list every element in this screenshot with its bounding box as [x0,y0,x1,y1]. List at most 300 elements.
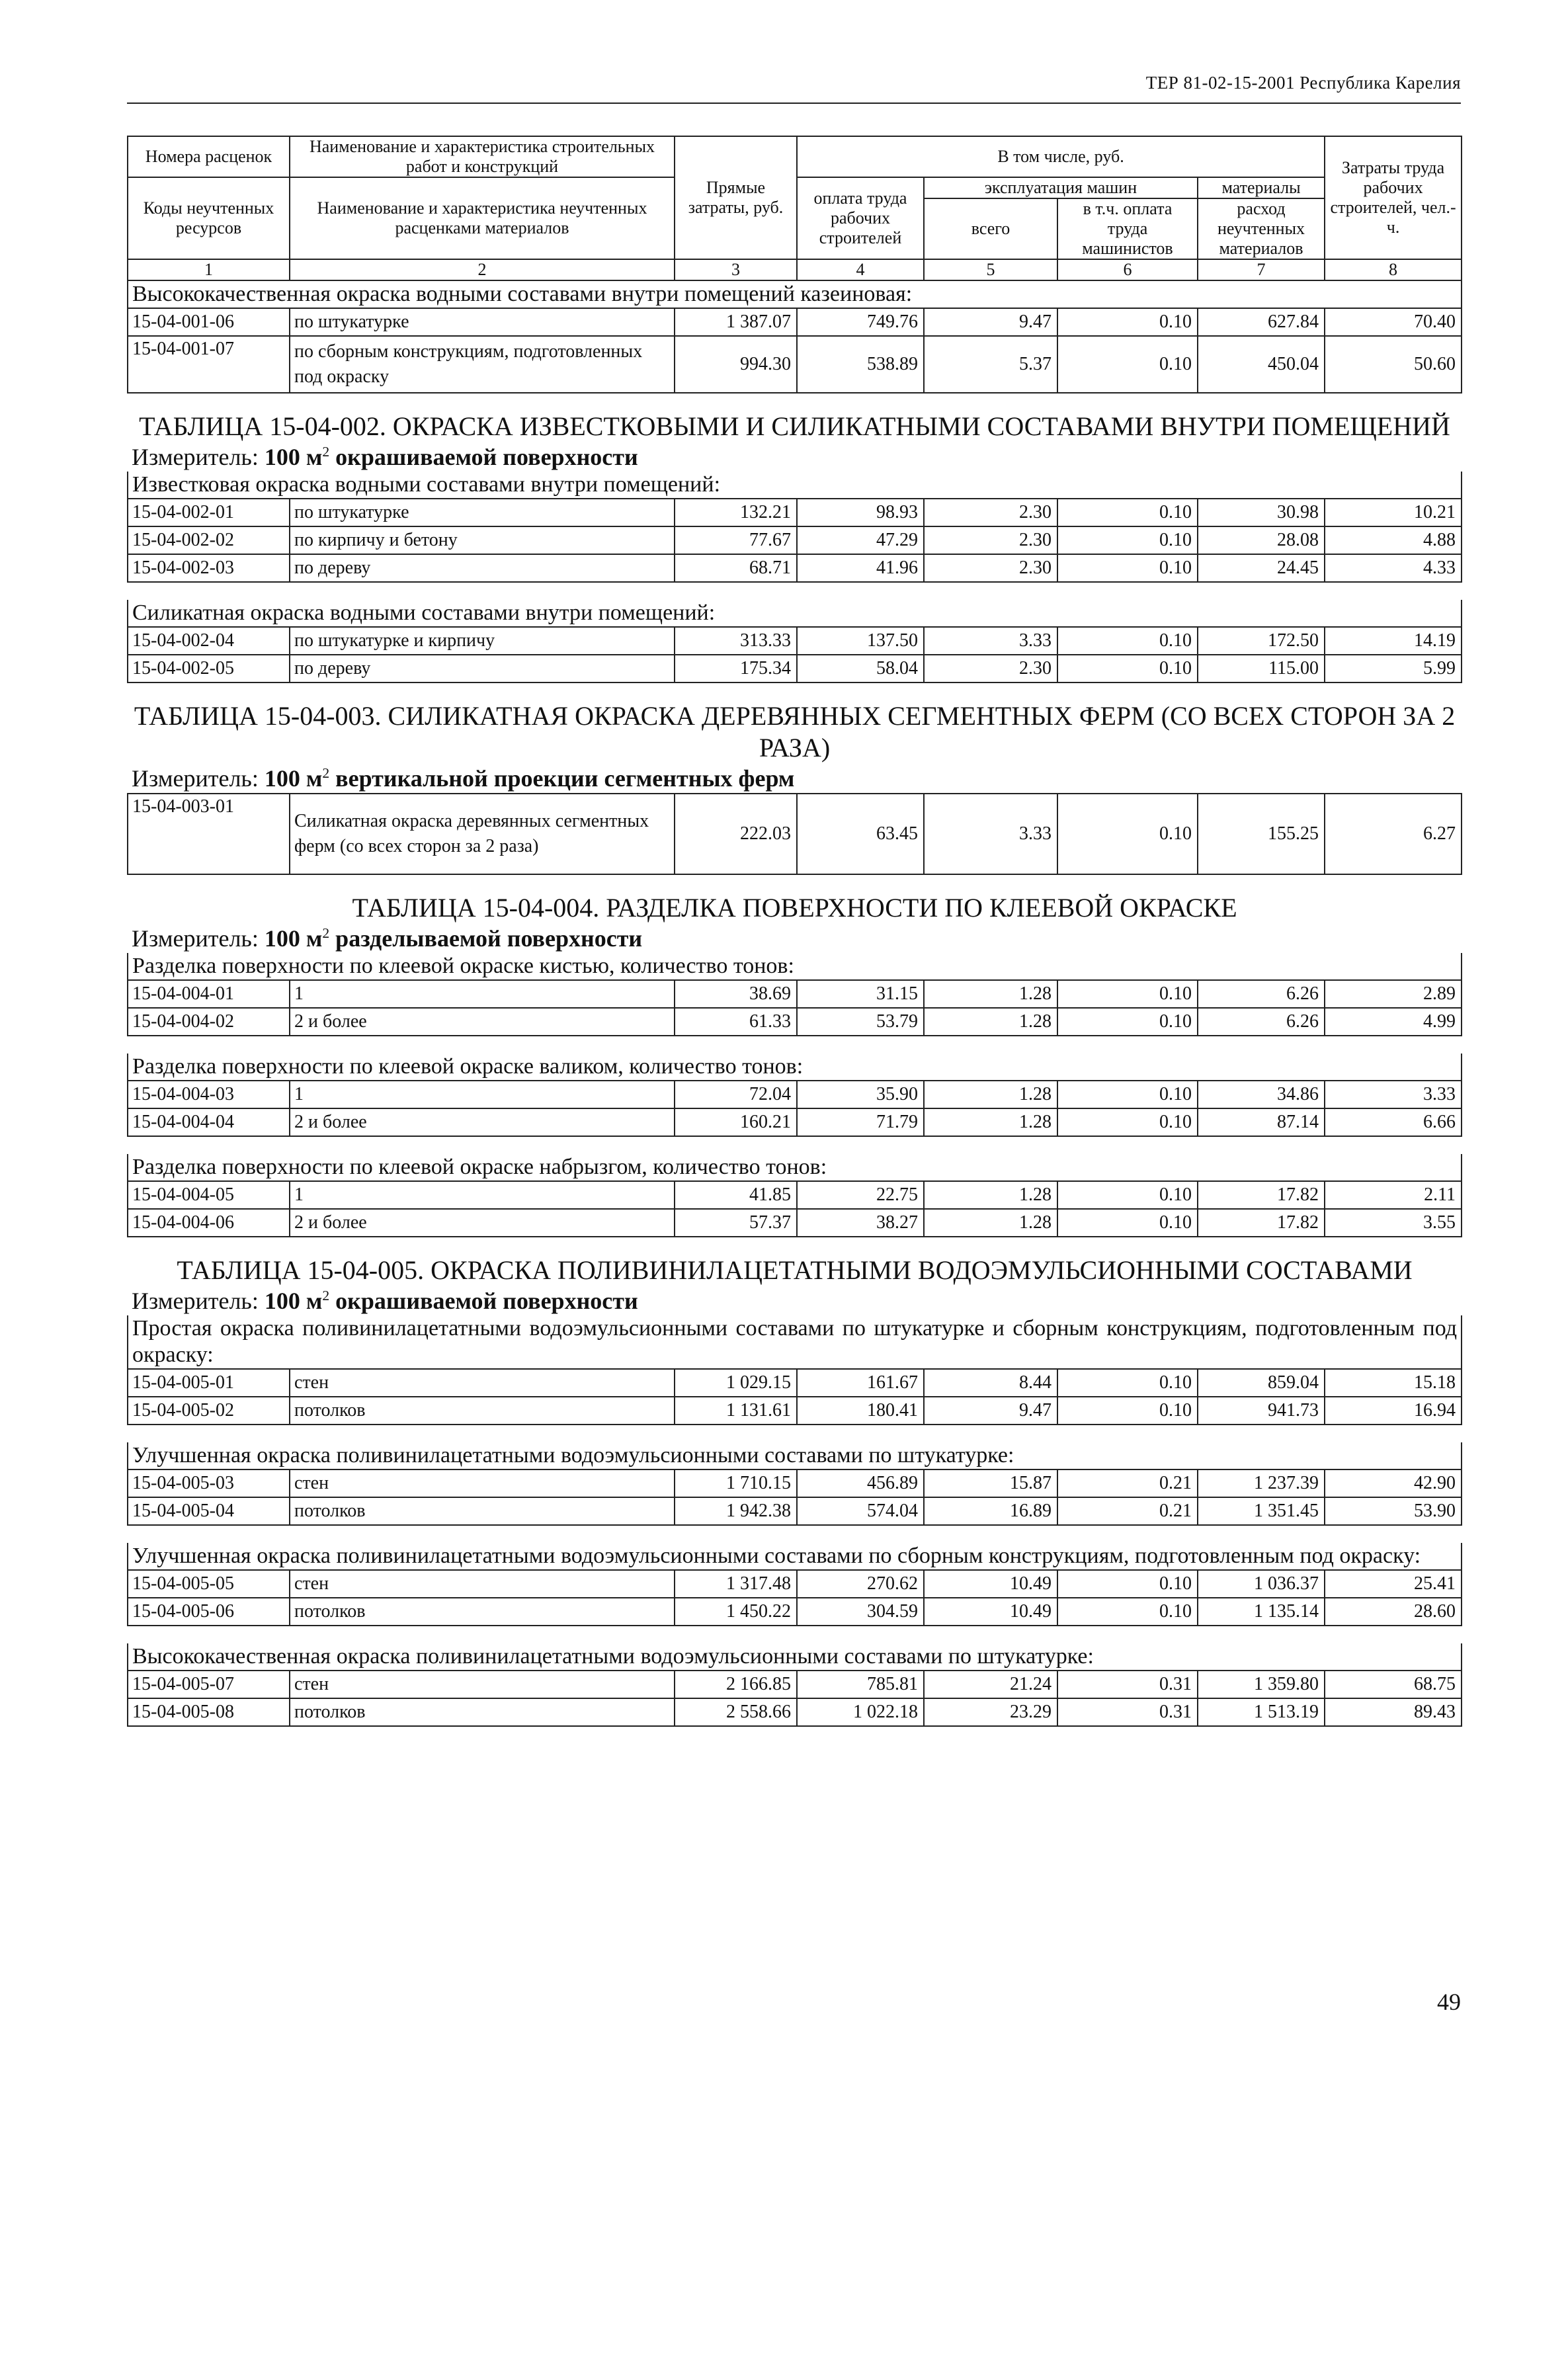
cost-value: 1.28 [924,1008,1057,1036]
work-description: стен [290,1671,675,1698]
cost-value: 2.30 [924,655,1057,682]
cost-value: 5.99 [1325,655,1462,682]
cost-value: 313.33 [675,627,797,655]
cost-value: 0.10 [1057,655,1198,682]
unit-description: окрашиваемой поверхности [335,444,638,470]
rate-code: 15-04-004-05 [128,1181,290,1209]
cost-value: 1 710.15 [675,1469,797,1497]
cost-value: 28.60 [1325,1598,1462,1626]
work-description: по штукатурке [290,499,675,526]
work-description: потолков [290,1698,675,1726]
unit-exponent: 2 [322,444,330,460]
cost-value: 50.60 [1325,336,1462,393]
cost-value: 538.89 [797,336,924,393]
section-heading-text: Улучшенная окраска поливинилацетатными водоэмульсионными составами по штукатурке: [128,1442,1462,1469]
cost-value: 1 022.18 [797,1698,924,1726]
unit-of-measure-line [128,764,1462,794]
work-description: по сборным конструкциям, подготовленных под окраску [290,336,675,393]
table-row [128,308,1462,336]
table-row [128,627,1462,655]
cost-value: 8.44 [924,1369,1057,1397]
cost-value: 132.21 [675,499,797,526]
cost-value: 0.10 [1057,1209,1198,1237]
row-gap-cell [128,1237,1462,1255]
rate-code: 15-04-005-07 [128,1671,290,1698]
table-row [128,1108,1462,1136]
cost-value: 0.10 [1057,627,1198,655]
header-machines: эксплуатация машин [924,177,1198,198]
cost-value: 941.73 [1198,1397,1325,1425]
table-row [128,794,1462,874]
rate-code: 15-04-002-04 [128,627,290,655]
work-description: потолков [290,1497,675,1525]
header-unaccounted-materials: расход неучтенных материалов [1198,198,1325,259]
cost-value: 4.33 [1325,554,1462,582]
cost-value: 10.49 [924,1570,1057,1598]
cost-value: 1 359.80 [1198,1671,1325,1698]
row-gap [128,1036,1462,1054]
cost-value: 4.88 [1325,526,1462,554]
rate-code: 15-04-002-02 [128,526,290,554]
cost-value: 1 131.61 [675,1397,797,1425]
cost-value: 2.11 [1325,1181,1462,1209]
unit-description: вертикальной проекции сегментных ферм [335,765,795,792]
row-gap [128,393,1462,411]
table-row [128,1698,1462,1726]
table-row [128,1570,1462,1598]
section-heading [128,1543,1462,1570]
unit-label: Измеритель: [132,925,259,952]
cost-value: 23.29 [924,1698,1057,1726]
table-row [128,499,1462,526]
table-body [128,280,1462,1744]
cost-value: 6.26 [1198,980,1325,1008]
cost-value: 41.96 [797,554,924,582]
work-description: по штукатурке и кирпичу [290,627,675,655]
cost-value: 450.04 [1198,336,1325,393]
work-description: 1 [290,1181,675,1209]
work-description: стен [290,1570,675,1598]
cost-value: 0.10 [1057,308,1198,336]
column-number: 4 [797,259,924,280]
cost-value: 5.37 [924,336,1057,393]
cost-value: 35.90 [797,1081,924,1108]
column-number: 3 [675,259,797,280]
unit-value: 100 м [264,1288,323,1314]
cost-value: 61.33 [675,1008,797,1036]
table-row [128,1369,1462,1397]
cost-value: 0.10 [1057,1008,1198,1036]
section-heading-text: Улучшенная окраска поливинилацетатными водоэмульсионными составами по сборным конструкциям, подготовленным под окраску: [128,1543,1462,1570]
section-heading-text: Высококачественная окраска водными составами внутри помещений казеиновая: [128,280,1462,308]
column-number: 1 [128,259,290,280]
table-row [128,1469,1462,1497]
cost-value: 25.41 [1325,1570,1462,1598]
cost-value: 6.27 [1325,794,1462,874]
section-heading-text: Простая окраска поливинилацетатными водоэмульсионными составами по штукатурке и сборным конструкциям, подготовленным под окраску: [128,1315,1462,1369]
cost-value: 1 317.48 [675,1570,797,1598]
rate-code: 15-04-005-01 [128,1369,290,1397]
cost-value: 3.33 [924,627,1057,655]
table-row [128,1008,1462,1036]
table-title-text: ТАБЛИЦА 15-04-004. РАЗДЕЛКА ПОВЕРХНОСТИ ПО КЛЕЕВОЙ ОКРАСКЕ [352,893,1237,923]
cost-value: 77.67 [675,526,797,554]
unit-of-measure [128,924,1462,953]
cost-value: 1 135.14 [1198,1598,1325,1626]
section-heading [128,1054,1462,1081]
cost-value: 627.84 [1198,308,1325,336]
section-heading-text: Разделка поверхности по клеевой окраске набрызгом, количество тонов: [128,1154,1462,1181]
header-labor: Затраты труда рабочих строителей, чел.-ч. [1325,136,1462,259]
section-heading [128,1154,1462,1181]
header-codes-bottom: Коды неучтенных ресурсов [128,177,290,259]
cost-value: 14.19 [1325,627,1462,655]
rate-code: 15-04-002-01 [128,499,290,526]
cost-value: 47.29 [797,526,924,554]
table-row [128,655,1462,682]
unit-exponent: 2 [322,765,330,781]
section-heading-text: Известковая окраска водными составами внутри помещений: [128,472,1462,499]
cost-value: 3.33 [924,794,1057,874]
unit-label: Измеритель: [132,444,259,470]
section-heading-text: Силикатная окраска водными составами внутри помещений: [128,600,1462,627]
cost-value: 0.10 [1057,526,1198,554]
unit-label: Измеритель: [132,765,259,792]
work-description: потолков [290,1598,675,1626]
cost-value: 21.24 [924,1671,1057,1698]
cost-value: 58.04 [797,655,924,682]
header-materials: материалы [1198,177,1325,198]
row-gap-cell [128,1626,1462,1643]
work-description: стен [290,1369,675,1397]
cost-value: 15.87 [924,1469,1057,1497]
page-number: 49 [1437,1989,1461,2015]
unit-exponent: 2 [322,925,330,941]
cost-value: 10.49 [924,1598,1057,1626]
cost-value: 456.89 [797,1469,924,1497]
rate-code: 15-04-005-02 [128,1397,290,1425]
cost-value: 155.25 [1198,794,1325,874]
table-row [128,554,1462,582]
cost-value: 0.10 [1057,1397,1198,1425]
cost-value: 0.10 [1057,1598,1198,1626]
cost-value: 115.00 [1198,655,1325,682]
cost-value: 72.04 [675,1081,797,1108]
section-heading [128,953,1462,980]
cost-value: 0.31 [1057,1671,1198,1698]
unit-description: окрашиваемой поверхности [335,1288,638,1314]
cost-value: 16.89 [924,1497,1057,1525]
cost-value: 1 237.39 [1198,1469,1325,1497]
column-number: 5 [924,259,1057,280]
rate-code: 15-04-005-03 [128,1469,290,1497]
cost-value: 0.10 [1057,554,1198,582]
document-page [127,73,1461,2015]
row-gap-cell [128,874,1462,892]
cost-value: 6.26 [1198,1008,1325,1036]
header-wage: оплата труда рабочих строителей [797,177,924,259]
cost-value: 38.69 [675,980,797,1008]
unit-exponent: 2 [322,1288,330,1303]
row-gap-cell [128,582,1462,600]
cost-value: 10.21 [1325,499,1462,526]
cost-value: 1.28 [924,1209,1057,1237]
table-row [128,1397,1462,1425]
cost-value: 0.31 [1057,1698,1198,1726]
rate-code: 15-04-004-04 [128,1108,290,1136]
cost-value: 1 351.45 [1198,1497,1325,1525]
table-row [128,526,1462,554]
work-description: 2 и более [290,1008,675,1036]
cost-value: 98.93 [797,499,924,526]
cost-value: 222.03 [675,794,797,874]
cost-value: 0.21 [1057,1497,1198,1525]
cost-value: 270.62 [797,1570,924,1598]
table-row [128,980,1462,1008]
row-gap [128,1237,1462,1255]
table-row [128,1598,1462,1626]
table-title-text: ТАБЛИЦА 15-04-005. ОКРАСКА ПОЛИВИНИЛАЦЕТАТНЫМИ ВОДОЭМУЛЬСИОННЫМИ СОСТАВАМИ [177,1255,1413,1285]
unit-of-measure [128,442,1462,472]
work-description: потолков [290,1397,675,1425]
cost-value: 68.75 [1325,1671,1462,1698]
cost-value: 9.47 [924,308,1057,336]
unit-label: Измеритель: [132,1288,259,1314]
cost-value: 304.59 [797,1598,924,1626]
header-machines-total: всего [924,198,1057,259]
row-gap-cell [128,1036,1462,1054]
row-gap [128,874,1462,892]
table-title [128,1255,1462,1286]
table-header [128,136,1462,280]
rate-code: 15-04-002-03 [128,554,290,582]
work-description: 2 и более [290,1108,675,1136]
row-gap-cell [128,1726,1462,1744]
unit-value: 100 м [264,444,323,470]
table-row [128,336,1462,393]
unit-of-measure [128,1286,1462,1315]
rate-code: 15-04-001-06 [128,308,290,336]
cost-value: 0.10 [1057,1081,1198,1108]
cost-value: 30.98 [1198,499,1325,526]
cost-value: 1 450.22 [675,1598,797,1626]
cost-value: 1 513.19 [1198,1698,1325,1726]
header-direct-costs: Прямые затраты, руб. [675,136,797,259]
table-title-text: ТАБЛИЦА 15-04-002. ОКРАСКА ИЗВЕСТКОВЫМИ И СИЛИКАТНЫМИ СОСТАВАМИ ВНУТРИ ПОМЕЩЕНИЙ [139,411,1450,441]
header-machinist-wage: в т.ч. оплата труда машинистов [1057,198,1198,259]
rate-code: 15-04-004-01 [128,980,290,1008]
cost-value: 2.89 [1325,980,1462,1008]
unit-of-measure [128,764,1462,794]
work-description: 1 [290,980,675,1008]
unit-of-measure-line [128,442,1462,472]
running-head: ТЕР 81-02-15-2001 Республика Карелия [127,73,1461,104]
cost-value: 0.10 [1057,1108,1198,1136]
cost-value: 859.04 [1198,1369,1325,1397]
work-description: по дереву [290,554,675,582]
cost-value: 53.79 [797,1008,924,1036]
header-including: В том числе, руб. [797,136,1325,177]
work-description: 1 [290,1081,675,1108]
row-gap-cell [128,393,1462,411]
rate-code: 15-04-004-03 [128,1081,290,1108]
cost-value: 38.27 [797,1209,924,1237]
table-row [128,1671,1462,1698]
cost-value: 15.18 [1325,1369,1462,1397]
cost-value: 34.86 [1198,1081,1325,1108]
cost-value: 2 166.85 [675,1671,797,1698]
section-heading [128,1315,1462,1369]
cost-value: 0.10 [1057,1369,1198,1397]
work-description: Силикатная окраска деревянных сегментных ферм (со всех сторон за 2 раза) [290,794,675,874]
cost-value: 0.10 [1057,499,1198,526]
cost-value: 53.90 [1325,1497,1462,1525]
rate-code: 15-04-005-08 [128,1698,290,1726]
column-number: 8 [1325,259,1462,280]
row-gap [128,1525,1462,1543]
unit-of-measure-line [128,1286,1462,1315]
cost-value: 17.82 [1198,1209,1325,1237]
cost-value: 0.10 [1057,336,1198,393]
cost-value: 0.10 [1057,980,1198,1008]
cost-value: 16.94 [1325,1397,1462,1425]
cost-value: 57.37 [675,1209,797,1237]
cost-value: 0.10 [1057,794,1198,874]
cost-value: 42.90 [1325,1469,1462,1497]
header-name-bottom: Наименование и характеристика неучтенных расценками материалов [290,177,675,259]
rate-code: 15-04-005-04 [128,1497,290,1525]
cost-value: 161.67 [797,1369,924,1397]
cost-value: 71.79 [797,1108,924,1136]
cost-value: 574.04 [797,1497,924,1525]
header-name-top: Наименование и характеристика строительных работ и конструкций [290,136,675,177]
section-heading [128,600,1462,627]
cost-value: 41.85 [675,1181,797,1209]
cost-value: 1.28 [924,980,1057,1008]
cost-value: 1 036.37 [1198,1570,1325,1598]
unit-value: 100 м [264,925,323,952]
row-gap [128,582,1462,600]
cost-value: 785.81 [797,1671,924,1698]
cost-value: 1 029.15 [675,1369,797,1397]
row-gap [128,1425,1462,1442]
work-description: по кирпичу и бетону [290,526,675,554]
cost-value: 89.43 [1325,1698,1462,1726]
cost-value: 70.40 [1325,308,1462,336]
cost-value: 87.14 [1198,1108,1325,1136]
table-title [128,892,1462,924]
section-heading [128,472,1462,499]
cost-value: 6.66 [1325,1108,1462,1136]
cost-value: 0.10 [1057,1570,1198,1598]
section-heading [128,1643,1462,1671]
section-heading-text: Разделка поверхности по клеевой окраске валиком, количество тонов: [128,1054,1462,1081]
cost-value: 31.15 [797,980,924,1008]
table-title-text: ТАБЛИЦА 15-04-003. СИЛИКАТНАЯ ОКРАСКА ДЕРЕВЯННЫХ СЕГМЕНТНЫХ ФЕРМ (СО ВСЕХ СТОРОН ЗА 2 РАЗА) [134,701,1456,763]
section-heading-text: Высококачественная окраска поливинилацетатными водоэмульсионными составами по штукатурке: [128,1643,1462,1671]
row-gap [128,1136,1462,1154]
work-description: 2 и более [290,1209,675,1237]
cost-value: 68.71 [675,554,797,582]
cost-value: 24.45 [1198,554,1325,582]
cost-value: 2.30 [924,554,1057,582]
row-gap [128,1726,1462,1744]
unit-value: 100 м [264,765,323,792]
cost-value: 1 387.07 [675,308,797,336]
row-gap [128,682,1462,700]
cost-value: 994.30 [675,336,797,393]
table-row [128,1497,1462,1525]
cost-value: 3.33 [1325,1081,1462,1108]
cost-value: 1.28 [924,1108,1057,1136]
rate-code: 15-04-005-06 [128,1598,290,1626]
rates-table [127,136,1462,1744]
row-gap-cell [128,682,1462,700]
column-number: 2 [290,259,675,280]
row-gap-cell [128,1525,1462,1543]
cost-value: 172.50 [1198,627,1325,655]
unit-of-measure-line [128,924,1462,953]
cost-value: 137.50 [797,627,924,655]
unit-description: разделываемой поверхности [335,925,643,952]
cost-value: 180.41 [797,1397,924,1425]
cost-value: 175.34 [675,655,797,682]
cost-value: 749.76 [797,308,924,336]
work-description: по дереву [290,655,675,682]
cost-value: 2 558.66 [675,1698,797,1726]
table-row [128,1181,1462,1209]
row-gap-cell [128,1136,1462,1154]
cost-value: 4.99 [1325,1008,1462,1036]
rate-code: 15-04-002-05 [128,655,290,682]
header-column-numbers [128,259,1462,280]
row-gap [128,1626,1462,1643]
cost-value: 28.08 [1198,526,1325,554]
rate-code: 15-04-003-01 [128,794,290,874]
rate-code: 15-04-004-02 [128,1008,290,1036]
cost-value: 17.82 [1198,1181,1325,1209]
section-heading [128,1442,1462,1469]
cost-value: 22.75 [797,1181,924,1209]
section-heading-text: Разделка поверхности по клеевой окраске кистью, количество тонов: [128,953,1462,980]
row-gap-cell [128,1425,1462,1442]
cost-value: 2.30 [924,526,1057,554]
cost-value: 3.55 [1325,1209,1462,1237]
table-title [128,700,1462,764]
cost-value: 160.21 [675,1108,797,1136]
column-number: 6 [1057,259,1198,280]
cost-value: 9.47 [924,1397,1057,1425]
cost-value: 1 942.38 [675,1497,797,1525]
cost-value: 1.28 [924,1181,1057,1209]
section-heading [128,280,1462,308]
work-description: по штукатурке [290,308,675,336]
cost-value: 0.21 [1057,1469,1198,1497]
rate-code: 15-04-005-05 [128,1570,290,1598]
rate-code: 15-04-004-06 [128,1209,290,1237]
cost-value: 63.45 [797,794,924,874]
header-codes-top: Номера расценок [128,136,290,177]
cost-value: 1.28 [924,1081,1057,1108]
cost-value: 2.30 [924,499,1057,526]
column-number: 7 [1198,259,1325,280]
table-title [128,411,1462,442]
rate-code: 15-04-001-07 [128,336,290,393]
work-description: стен [290,1469,675,1497]
table-row [128,1209,1462,1237]
table-row [128,1081,1462,1108]
cost-value: 0.10 [1057,1181,1198,1209]
